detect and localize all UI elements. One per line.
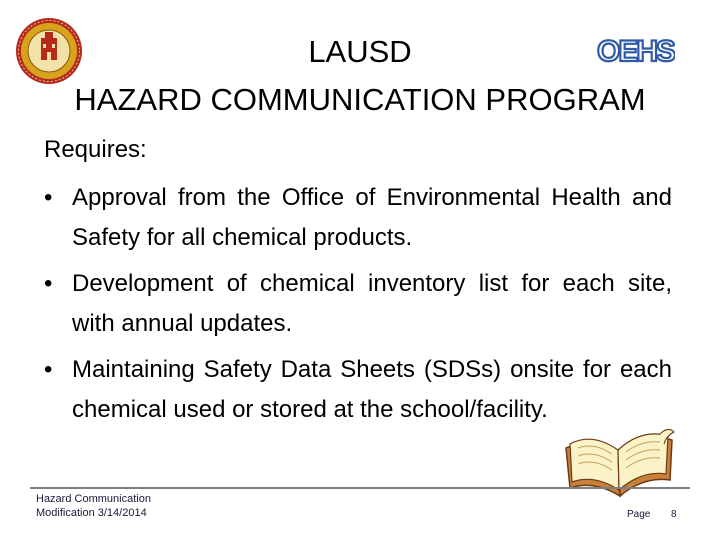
intro-text: Requires: [44, 136, 147, 163]
oehs-logo-text: OEHS [597, 35, 675, 66]
list-item-text: Approval from the Office of Environmental Health and Safety for all chemical products. [72, 184, 672, 251]
footer-line2: Modification 3/14/2014 [36, 507, 147, 519]
footer-divider [30, 487, 690, 489]
bullet-icon: • [44, 356, 53, 383]
bullet-icon: • [44, 270, 53, 297]
footer-info [36, 492, 151, 520]
list-item [44, 264, 672, 344]
list-item-text: Maintaining Safety Data Sheets (SDSs) onsite for each chemical used or stored at the school/facility. [72, 356, 672, 423]
list-item [44, 178, 672, 258]
bullet-icon: • [44, 184, 53, 211]
page-title-line2: HAZARD COMMUNICATION PROGRAM [74, 82, 646, 117]
list-item-text: Development of chemical inventory list for each site, with annual updates. [72, 270, 672, 337]
page-label: Page [627, 509, 651, 520]
page-title-line1: LAUSD [308, 34, 412, 69]
page-number: 8 [671, 509, 677, 520]
footer-line1: Hazard Communication [36, 493, 151, 505]
